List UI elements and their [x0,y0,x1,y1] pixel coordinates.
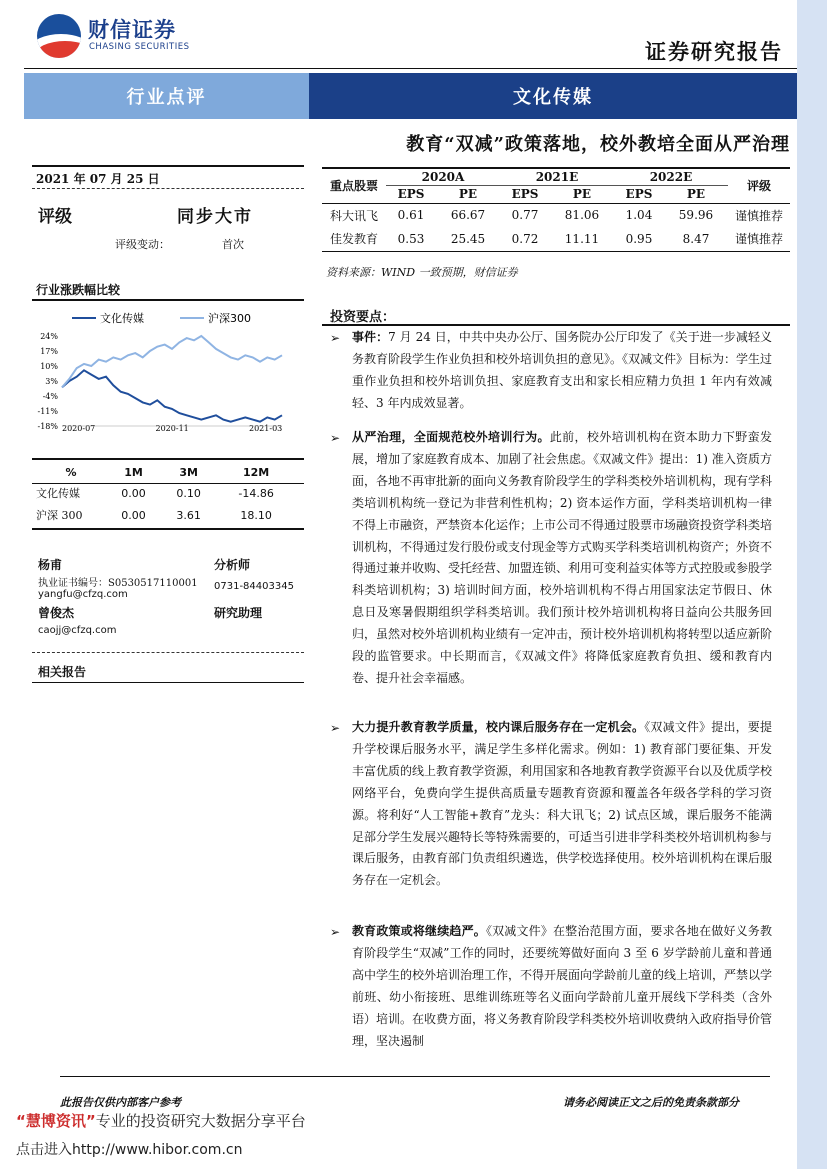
divider [322,324,790,326]
y-tick-label: -18% [37,422,58,431]
col-header: % [65,465,77,479]
watermark-url[interactable]: http://www.hibor.com.cn [72,1142,243,1158]
cell: 18.10 [240,508,272,522]
cell: 8.47 [682,231,710,246]
footer-right: 请务必阅读正文之后的免责条款部分 [563,1096,739,1109]
paragraph-policy [352,921,772,1053]
analyst1-phone: 0731-84403345 [214,581,294,592]
x-tick-label: 2020-11 [155,424,189,433]
watermark-slogan: 专业的投资研究大数据分享平台 [95,1112,306,1130]
cell: 66.67 [450,208,486,223]
cell: 0.61 [397,208,425,223]
analyst2-email[interactable]: caojj@cfzq.com [38,625,117,636]
stock-name: 佳发教育 [329,232,378,247]
year-2022E: 2022E [614,169,728,185]
banner-category: 行业点评 [24,73,309,119]
stock-name: 科大讯飞 [329,208,378,223]
rating-change-value: 首次 [222,238,244,251]
table-row [322,227,790,251]
table-row [36,482,296,504]
divider [32,188,304,189]
paragraph-heading: 教育政策或将继续趋严。 [352,924,486,938]
cell: 0.00 [121,508,146,522]
col-header: 12M [242,465,270,479]
cell: 0.10 [176,486,201,500]
cell: 3.61 [176,508,201,522]
cell: 1.04 [625,208,653,223]
year-2020A: 2020A [386,169,500,185]
valuation-table [322,169,790,252]
right-margin-bar [797,0,827,1169]
company-logo-icon [37,14,81,58]
watermark-line2 [16,1139,242,1159]
x-tick-label: 2020-07 [62,424,96,433]
paragraph-text: 7 月 24 日，中共中央办公厅、国务院办公厅印发了《关于进一步减轻义务教育阶段学生作业负担和校外培训负担的意见》。《双减文件》目标为：学生过重作业负担和校外培训负担、家庭教育支出和家长相应精力负担 1 年内有效减轻、3 年内成效显著。 [352,330,773,410]
paragraph-text: 此前，校外培训机构在资本助力下野蛮发展，增加了家庭教育成本、加剧了社会焦虑。《双减文件》提出：1) 准入资质方面，各地不再审批新的面向义务教育阶段学生的学科类校外培训机构，现有学科类培训机构统一登记为非营利性机构；2) 资本运作方面，学科类培训机构一律不得上市融资，严禁资本化运作；上市公司不得通过股票市场融资投资学科类培训机构，不得通过发行股份或支付现金等方式购买学科类培训机构资产；外资不得通过兼并收购、受托经营、加盟连锁、利用可变利益实体等方式控股或参股学科类培训机构；3) 培训时间方面，校外培训机构不得占用国家法定节假日、休息日及寒暑假期组织学科类培训。我们预计校外培训机构将日益向公共服务回归，虽然对校外培训机构业绩有一定冲击，预计校外培训机构将转型以适应新阶段的监管要求。中长期而言，《双减文件》将降低家庭教育负担、缓和教育内卷、提升社会幸福感。 [352,430,773,685]
bullet-arrow-icon: ➢ [330,431,341,445]
banner-industry: 文化传媒 [309,73,797,119]
y-tick-label: 10% [40,362,58,371]
paragraph-text: 《双减文件》提出，要提升学校课后服务水平，满足学生多样化需求。例如：1) 教育部门要征集、开发丰富优质的线上教育教学资源，利用国家和各地教育教学资源平台以及优质学校网络平台，免费向学生提供高质量专题教育资源和覆盖各年级各学科的学习资源。将利好“人工智能+教育”龙头：科大讯飞；2) 试点区域，课后服务不能满足部分学生发展兴趣特长等特殊需要的，可适当引进非学科类校外培训机构参与课后服务，由教育部门负责组织遴选，供学校选择使用。校外培训机构在课后服务存在一定机会。 [352,720,773,888]
paragraph-heading: 事件： [352,330,389,344]
footer-left: 此报告仅供内部客户参考 [60,1096,181,1109]
divider [32,528,304,530]
y-tick-label: 3% [45,377,58,386]
watermark-click: 点击进入 [16,1142,72,1158]
table-source: 资料来源：WIND 一致预期，财信证券 [326,266,518,279]
cell: 59.96 [678,208,714,223]
cell: 0.95 [625,231,653,246]
rating-value: 同步大市 [177,207,253,227]
page-title: 教育“双减”政策落地，校外教培全面从严治理 [406,134,790,155]
series-line-culture-media [62,370,282,421]
sidebar-top-rule [32,165,304,167]
performance-table [36,462,296,526]
cell: 25.45 [450,231,486,246]
row-name: 文化传媒 [36,487,80,500]
bullet-arrow-icon: ➢ [330,331,341,345]
watermark-brand: “慧博资讯” [16,1112,96,1130]
x-tick-label: 2021-03 [249,424,283,433]
bullet-arrow-icon: ➢ [330,925,341,939]
paragraph-event [352,327,772,415]
year-2021E: 2021E [500,169,614,185]
col-rating: 评级 [746,179,771,194]
chart-title: 行业涨跌幅比较 [36,283,121,297]
cell: 0.53 [397,231,425,246]
paragraph-heading: 从严治理，全面规范校外培训行为。 [352,430,550,444]
legend-label: 沪深300 [208,312,251,325]
paragraph-heading: 大力提升教育教学质量，校内课后服务存在一定机会。 [352,720,645,734]
col-stock: 重点股票 [329,179,378,194]
table-header-row [36,462,296,482]
sub-pe: PE [572,187,592,201]
analyst1-name: 杨甫 [38,558,63,572]
table-row [322,203,790,227]
watermark-line1 [16,1110,306,1131]
analyst1-email[interactable]: yangfu@cfzq.com [38,589,128,600]
logo-text-cn: 财信证券 [88,18,176,42]
divider [32,458,304,460]
cell: -14.86 [238,486,274,500]
sub-pe: PE [686,187,706,201]
rating-change-label: 评级变动： [115,238,170,251]
analyst2-role: 研究助理 [214,606,263,620]
bullet-arrow-icon: ➢ [330,721,341,735]
sub-eps: EPS [397,187,425,201]
cell: 81.06 [564,208,600,223]
analyst1-cert: 执业证书编号：S0530517110001 [38,578,198,589]
cell: 0.72 [511,231,539,246]
divider [32,652,304,653]
y-tick-label: -4% [42,392,58,401]
col-header: 1M [124,465,143,479]
cell: 0.00 [121,486,146,500]
stock-rating: 谨慎推荐 [734,208,783,223]
report-type: 证券研究报告 [645,39,783,64]
cell: 11.11 [564,231,600,246]
chart-title-rule [32,299,304,301]
sub-eps: EPS [511,187,539,201]
report-date: 2021 年 07 月 25 日 [36,172,160,186]
analyst1-role: 分析师 [214,558,251,572]
divider [32,682,304,683]
y-tick-label: 24% [40,332,58,341]
stock-rating: 谨慎推荐 [734,232,783,247]
y-tick-label: 17% [40,347,58,356]
divider [32,483,304,484]
related-reports: 相关报告 [38,665,87,679]
paragraph-regulation [352,427,772,690]
logo-text-en: CHASING SECURITIES [89,42,190,52]
performance-chart [32,306,304,434]
row-name: 沪深 300 [36,509,83,522]
header-rule [24,68,797,69]
rating-label: 评级 [38,207,72,227]
sub-pe: PE [458,187,478,201]
footer-rule [60,1076,770,1077]
col-header: 3M [179,465,198,479]
series-line-hs300 [62,336,282,387]
paragraph-text: 《双减文件》在整治范围方面，要求各地在做好义务教育阶段学生“双减”工作的同时，还要统筹做好面向 3 至 6 岁学龄前儿童和普通高中学生的校外培训治理工作，不得开展面向学龄前儿童的线上培训，严禁以学前班、幼小衔接班、思维训练班等名义面向学龄前儿童开展线下学科类（含外语）培训。在收费方面，将义务教育阶段学科类校外培训收费纳入政府指导价管理，坚决遏制 [352,924,772,1048]
table-row [36,504,296,526]
cell: 0.77 [511,208,539,223]
key-points-title: 投资要点： [330,310,396,325]
y-tick-label: -11% [37,407,58,416]
paragraph-quality [352,717,772,892]
legend-label: 文化传媒 [100,312,144,325]
sub-eps: EPS [625,187,653,201]
analyst2-name: 曾俊杰 [38,606,75,620]
